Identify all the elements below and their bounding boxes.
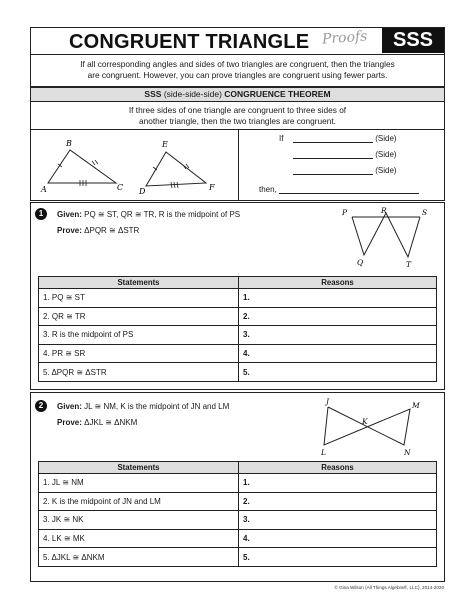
label-j: J bbox=[326, 397, 330, 406]
reasons-header: Reasons bbox=[239, 277, 437, 289]
theorem-statement bbox=[30, 102, 445, 130]
given-label: Given: bbox=[57, 210, 82, 219]
label-t: T bbox=[406, 260, 412, 269]
then-label: then, bbox=[259, 185, 277, 194]
copyright-footer: © Gina Wilson (All Things Algebra®, LLC), 2014-2020 bbox=[334, 585, 444, 590]
theorem-triangles-figure bbox=[31, 130, 238, 200]
side-blank-3[interactable] bbox=[293, 166, 373, 175]
table-row bbox=[39, 548, 437, 567]
theorem-heading bbox=[30, 87, 445, 102]
reason-cell[interactable]: 1. bbox=[239, 289, 437, 308]
worksheet-title-script: Proofs bbox=[321, 28, 368, 48]
side-label-2: (Side) bbox=[375, 150, 397, 159]
label-m: M bbox=[412, 401, 420, 410]
side-blank-1[interactable] bbox=[293, 134, 373, 143]
side-label-3: (Side) bbox=[375, 166, 397, 175]
reason-cell[interactable]: 3. bbox=[239, 326, 437, 345]
label-l: L bbox=[321, 448, 326, 457]
label-n: N bbox=[404, 448, 411, 457]
statement-cell: 2. K is the midpoint of JN and LM bbox=[39, 492, 239, 511]
label-q: Q bbox=[357, 258, 364, 267]
theorem-tag: SSS bbox=[382, 28, 444, 53]
then-blank[interactable] bbox=[279, 185, 419, 194]
fill-side-row-2 bbox=[293, 150, 397, 159]
problem-1-prove bbox=[57, 226, 139, 235]
reason-cell[interactable]: 1. bbox=[239, 474, 437, 493]
triangle-abc bbox=[48, 150, 116, 183]
reason-cell[interactable]: 4. bbox=[239, 344, 437, 363]
statement-cell: 1. JL ≅ NM bbox=[39, 474, 239, 493]
theorem-line-2: another triangle, then the two triangles are congruent. bbox=[139, 115, 336, 126]
theorem-expansion: (side-side-side) bbox=[163, 89, 222, 99]
table-row bbox=[39, 511, 437, 530]
if-label: If bbox=[279, 134, 284, 143]
table-row bbox=[39, 363, 437, 382]
reason-cell[interactable]: 3. bbox=[239, 511, 437, 530]
fill-then-row bbox=[259, 185, 419, 194]
reason-cell[interactable]: 4. bbox=[239, 529, 437, 548]
side-blank-2[interactable] bbox=[293, 150, 373, 159]
statement-cell: 2. QR ≅ TR bbox=[39, 307, 239, 326]
statement-cell: 3. R is the midpoint of PS bbox=[39, 326, 239, 345]
reasons-header: Reasons bbox=[239, 462, 437, 474]
reason-cell[interactable]: 5. bbox=[239, 548, 437, 567]
table-row bbox=[39, 344, 437, 363]
table-row bbox=[39, 326, 437, 345]
worksheet-header bbox=[30, 27, 445, 55]
table-row bbox=[39, 492, 437, 511]
side-label-1: (Side) bbox=[375, 134, 397, 143]
table-row bbox=[39, 474, 437, 493]
reason-cell[interactable]: 2. bbox=[239, 307, 437, 326]
problem-2-number: 2 bbox=[35, 400, 47, 412]
fill-side-row-3 bbox=[293, 166, 397, 175]
label-d: D bbox=[139, 187, 146, 196]
label-k: K bbox=[362, 417, 368, 426]
statement-cell: 5. ΔPQR ≅ ΔSTR bbox=[39, 363, 239, 382]
problem-1-proof-table bbox=[38, 276, 437, 382]
problem-1-prove-text: ΔPQR ≅ ΔSTR bbox=[84, 226, 140, 235]
statements-header: Statements bbox=[39, 462, 239, 474]
reason-cell[interactable]: 5. bbox=[239, 363, 437, 382]
theorem-diagram-box bbox=[30, 130, 445, 201]
problem-2-given-text: JL ≅ NM, K is the midpoint of JN and LM bbox=[84, 402, 230, 411]
problem-2-given bbox=[57, 402, 229, 411]
triangle-def bbox=[146, 152, 206, 186]
theorem-code: SSS bbox=[144, 89, 162, 99]
statements-header: Statements bbox=[39, 277, 239, 289]
diagram-divider bbox=[238, 130, 239, 200]
intro-line-2: are congruent. However, you can prove triangles are congruent using fewer parts. bbox=[87, 69, 388, 80]
statement-cell: 1. PQ ≅ ST bbox=[39, 289, 239, 308]
problem-2-prove-text: ΔJKL ≅ ΔNKM bbox=[84, 418, 138, 427]
label-a: A bbox=[41, 185, 47, 194]
problem-2-figure bbox=[316, 395, 426, 459]
statement-cell: 3. JK ≅ NK bbox=[39, 511, 239, 530]
intro-text bbox=[30, 55, 445, 87]
given-label: Given: bbox=[57, 402, 82, 411]
label-s: S bbox=[422, 208, 428, 217]
label-r: R bbox=[381, 206, 387, 215]
problem-2 bbox=[30, 392, 445, 582]
reason-cell[interactable]: 2. bbox=[239, 492, 437, 511]
problem-1-given-text: PQ ≅ ST, QR ≅ TR, R is the midpoint of PS bbox=[84, 210, 241, 219]
problem-2-proof-table bbox=[38, 461, 437, 567]
problem-1 bbox=[30, 202, 445, 390]
fill-side-row-1 bbox=[293, 134, 397, 143]
label-f: F bbox=[209, 183, 215, 192]
problem-1-given bbox=[57, 210, 240, 219]
fill-if-row bbox=[279, 134, 283, 143]
intro-line-1: If all corresponding angles and sides of two triangles are congruent, then the triangles bbox=[80, 59, 395, 69]
table-row bbox=[39, 307, 437, 326]
theorem-line-1: If three sides of one triangle are congruent to three sides of bbox=[128, 105, 347, 115]
label-b: B bbox=[66, 139, 72, 148]
table-row bbox=[39, 289, 437, 308]
problem-1-number: 1 bbox=[35, 208, 47, 220]
prove-label: Prove: bbox=[57, 226, 82, 235]
problem-1-figure bbox=[336, 205, 436, 271]
table-row bbox=[39, 529, 437, 548]
statement-cell: 4. LK ≅ MK bbox=[39, 529, 239, 548]
statement-cell: 5. ΔJKL ≅ ΔNKM bbox=[39, 548, 239, 567]
problem-2-prove bbox=[57, 418, 137, 427]
theorem-name: CONGRUENCE THEOREM bbox=[224, 89, 331, 99]
label-e: E bbox=[162, 140, 168, 149]
worksheet-title: CONGRUENT TRIANGLE bbox=[69, 31, 310, 53]
label-p: P bbox=[342, 208, 348, 217]
prove-label: Prove: bbox=[57, 418, 82, 427]
statement-cell: 4. PR ≅ SR bbox=[39, 344, 239, 363]
label-c: C bbox=[117, 183, 124, 192]
